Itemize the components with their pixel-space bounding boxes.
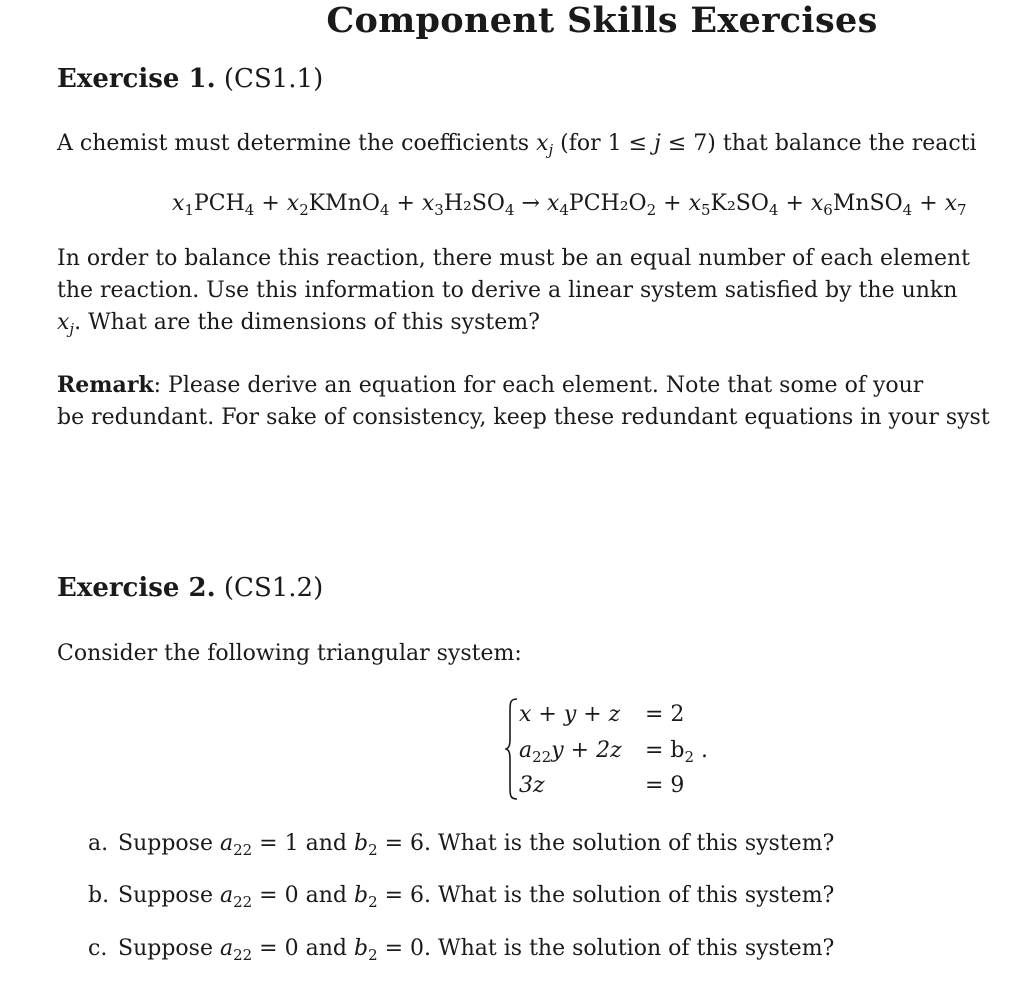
- exercise-1-label: Exercise 1.: [57, 64, 216, 94]
- var-sub: 22: [532, 748, 552, 766]
- question-text: = 6. What is the solution of this system?: [377, 831, 835, 856]
- coef-var: x: [172, 191, 185, 216]
- question-text: = 0. What is the solution of this system?: [377, 936, 835, 961]
- paragraph-line: [57, 307, 970, 339]
- var-x: x: [536, 131, 549, 156]
- var-sub: j: [548, 141, 554, 159]
- intro-text: (for 1 ≤: [553, 131, 655, 156]
- operator: +: [254, 191, 287, 216]
- compound-sub: 4: [244, 201, 255, 219]
- var-sub: 22: [233, 946, 253, 964]
- system-row-3-rhs: = 9: [645, 773, 685, 798]
- var-sub: 2: [368, 946, 378, 964]
- system-row-2-rhs: [645, 735, 708, 767]
- compound-sub: 4: [379, 201, 390, 219]
- question-item: [88, 936, 835, 964]
- remark-label: Remark: [57, 372, 154, 398]
- var-sub: 2: [684, 748, 695, 766]
- exercise-2-heading: [57, 573, 323, 603]
- rhs-eq: = b: [645, 738, 685, 763]
- operator: +: [912, 191, 945, 216]
- compound-sub: 4: [768, 201, 779, 219]
- var-x: x: [57, 310, 70, 335]
- question-label: a.: [88, 831, 109, 856]
- coef-sub: 1: [184, 201, 194, 219]
- coef-var: x: [810, 191, 824, 216]
- coef-sub: 3: [434, 201, 444, 219]
- question-item: [88, 883, 835, 911]
- var-b: b: [353, 936, 369, 961]
- exercise-2-intro: Consider the following triangular system:: [57, 641, 522, 666]
- coef-var: x: [688, 191, 701, 216]
- question-label: b.: [88, 883, 110, 908]
- row-2-terms: y + 2z: [551, 738, 622, 763]
- var-a: a: [519, 738, 533, 763]
- var-sub: 22: [233, 893, 253, 911]
- compound-sub: 4: [504, 201, 515, 219]
- var-a: a: [219, 936, 234, 961]
- operator: +: [389, 191, 422, 216]
- operator: →: [514, 191, 547, 216]
- paragraph-text: . What are the dimensions of this system?: [74, 310, 540, 335]
- system-row-1-lhs: x + y + z: [519, 702, 621, 727]
- intro-text: A chemist must determine the coefficients: [57, 131, 537, 156]
- var-j: j: [654, 131, 661, 156]
- compound: K₂SO: [710, 191, 769, 216]
- var-sub: 22: [233, 841, 253, 859]
- coef-sub: 4: [559, 201, 569, 219]
- compound-sub: 4: [902, 201, 913, 219]
- question-label: c.: [88, 936, 108, 961]
- reaction-equation: [172, 191, 967, 219]
- exercise-2-label: Exercise 2.: [57, 573, 216, 603]
- page-title: Component Skills Exercises: [326, 0, 878, 41]
- rhs-end: .: [694, 738, 709, 763]
- exercise-1-paragraph: [57, 243, 970, 339]
- var-a: a: [219, 883, 234, 908]
- paragraph-line: the reaction. Use this information to derive a linear system satisfied by the unkn: [57, 278, 958, 303]
- compound-sub: 2: [646, 201, 657, 219]
- question-text: = 1 and: [252, 831, 354, 856]
- question-text: Suppose: [118, 883, 220, 908]
- coef-sub: 2: [299, 201, 309, 219]
- question-item: [88, 831, 835, 859]
- triangular-system: [505, 697, 709, 801]
- system-row-1-rhs: = 2: [645, 702, 685, 727]
- compound: H₂SO: [443, 191, 505, 216]
- var-sub: 2: [368, 893, 378, 911]
- exercise-1-heading: [57, 64, 323, 94]
- operator: +: [656, 191, 689, 216]
- var-b: b: [353, 883, 369, 908]
- exercise-1-tag: (CS1.1): [223, 64, 324, 94]
- coef-var: x: [421, 191, 435, 216]
- question-text: Suppose: [118, 831, 220, 856]
- compound: KMnO: [308, 191, 380, 216]
- coef-sub: 5: [700, 201, 711, 219]
- compound: MnSO: [832, 191, 903, 216]
- remark-text: : Please derive an equation for each element. Note that some of your: [153, 373, 924, 398]
- exercise-1-intro: [57, 128, 977, 160]
- var-b: b: [353, 831, 369, 856]
- system-row-2-lhs: [519, 735, 622, 767]
- coef-var: x: [546, 191, 560, 216]
- question-text: Suppose: [118, 936, 220, 961]
- intro-text: ≤ 7) that balance the reacti: [660, 131, 977, 156]
- coef-sub: 6: [823, 201, 833, 219]
- system-row-3-lhs: 3z: [519, 773, 545, 798]
- var-sub: 2: [368, 841, 378, 859]
- var-a: a: [219, 831, 234, 856]
- exercise-1-remark: [57, 369, 990, 434]
- operator: +: [778, 191, 811, 216]
- compound: PCH: [193, 191, 245, 216]
- var-sub: j: [69, 320, 75, 338]
- paragraph-line: In order to balance this reaction, there must be an equal number of each element: [57, 246, 971, 271]
- coef-sub: 7: [957, 201, 967, 219]
- question-text: = 0 and: [252, 936, 354, 961]
- question-text: = 6. What is the solution of this system?: [377, 883, 835, 908]
- exercise-2-tag: (CS1.2): [223, 573, 324, 603]
- remark-line: be redundant. For sake of consistency, keep these redundant equations in your syst: [57, 405, 990, 430]
- coef-var: x: [944, 191, 958, 216]
- coef-var: x: [286, 191, 300, 216]
- compound: PCH₂O: [568, 191, 647, 216]
- remark-line: [57, 369, 990, 402]
- left-brace-icon: [505, 697, 519, 801]
- question-text: = 0 and: [252, 883, 354, 908]
